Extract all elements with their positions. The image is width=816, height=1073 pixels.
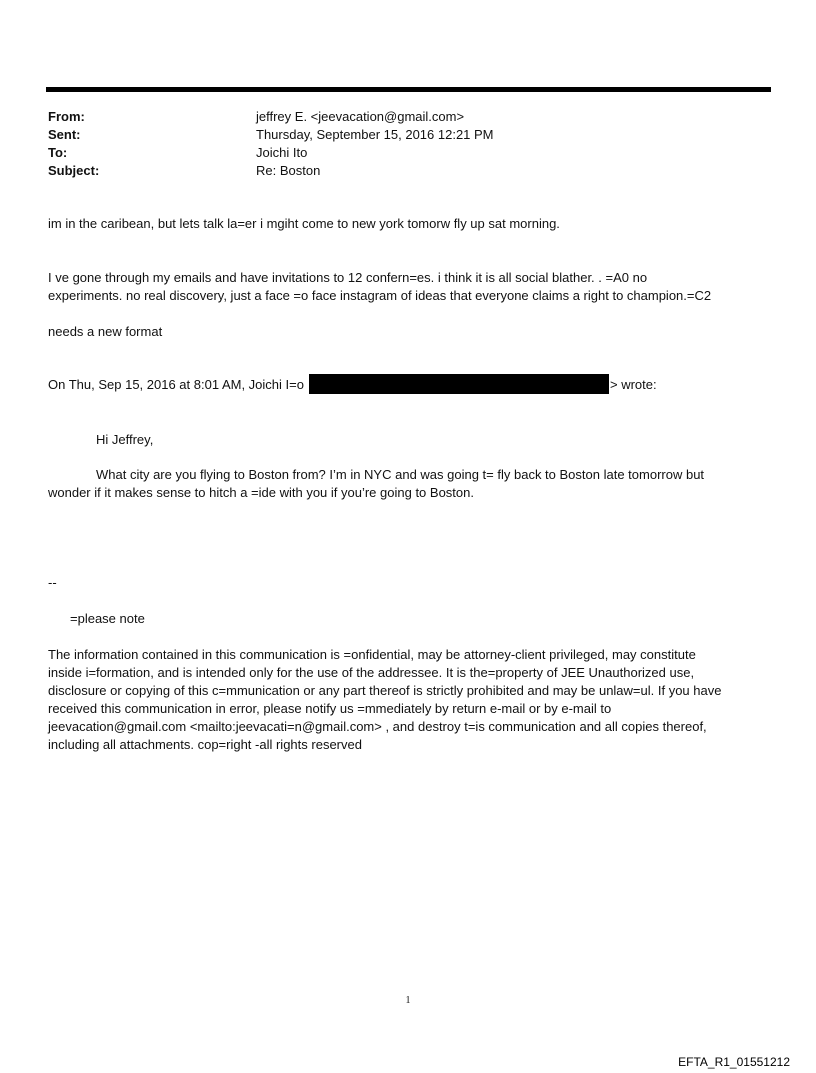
quote-greeting: Hi Jeffrey, [96,432,154,447]
signature-dashes: -- [48,575,57,590]
email-header [48,108,748,180]
document-id: EFTA_R1_01551212 [678,1055,790,1069]
disclaimer-line-1: The information contained in this communication is =onfidential, may be attorney-client privileged, may constitute [48,647,696,662]
to-label: To: [48,145,68,160]
sent-row [48,126,748,144]
body-line-3: experiments. no real discovery, just a face =o face instagram of ideas that everyone claims a right to champion.=C2 [48,288,712,303]
from-row [48,108,748,126]
sent-value: Thursday, September 15, 2016 12:21 PM [256,127,494,142]
subject-value: Re: Boston [256,163,321,178]
to-row [48,144,748,162]
signature-note: =please note [70,611,145,626]
disclaimer-line-4: received this communication in error, please notify us =mmediately by return e-mail or by e-mail to [48,701,612,716]
disclaimer-line-2: inside i=formation, and is intended only for the use of the addressee. It is the=property of JEE Unauthorized use, [48,665,695,680]
to-value: Joichi Ito [256,145,308,160]
subject-label: Subject: [48,163,100,178]
from-value: jeffrey E. <jeevacation@gmail.com> [256,109,465,124]
page-number: 1 [405,995,411,1006]
subject-row [48,162,748,180]
disclaimer-line-3: disclosure or copying of this c=mmunication or any part thereof is strictly prohibited and may be unlaw=ul. If you have [48,683,722,698]
header-rule [46,87,771,92]
quote-intro-suffix: > wrote: [610,377,657,392]
quote-paragraph-line-1: What city are you flying to Boston from? I’m in NYC and was going t= fly back to Boston late tomorrow but [96,467,705,482]
quote-intro-prefix: On Thu, Sep 15, 2016 at 8:01 AM, Joichi I=o [48,377,304,392]
redaction-bar [309,374,609,394]
body-line-2: I ve gone through my emails and have invitations to 12 confern=es. i think it is all social blather. . =A0 no [48,270,648,285]
sent-label: Sent: [48,127,81,142]
disclaimer-line-5: jeevacation@gmail.com <mailto:jeevacati=n@gmail.com> , and destroy t=is communication and all copies thereof, [48,719,707,734]
body-line-1: im in the caribean, but lets talk la=er i mgiht come to new york tomorw fly up sat morning. [48,216,560,231]
from-label: From: [48,109,85,124]
quote-paragraph-line-2: wonder if it makes sense to hitch a =ide with you if you’re going to Boston. [48,485,474,500]
disclaimer-line-6: including all attachments. cop=right -all rights reserved [48,737,362,752]
body-line-4: needs a new format [48,324,163,339]
